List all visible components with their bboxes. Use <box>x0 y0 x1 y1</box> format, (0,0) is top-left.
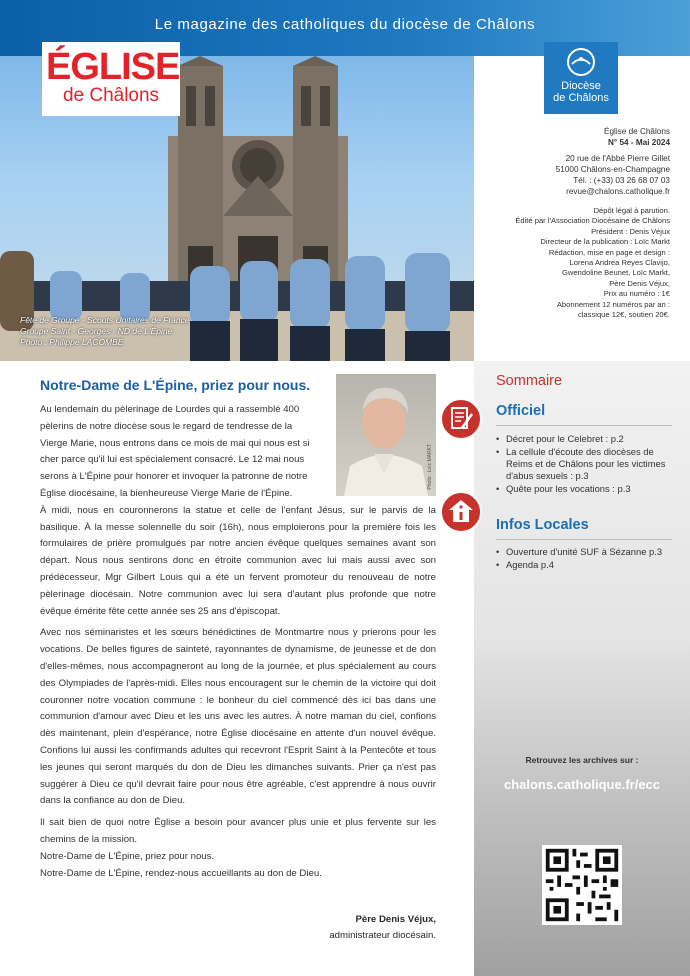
diocese-emblem-icon <box>566 47 596 77</box>
sommaire-title: Sommaire <box>496 373 563 389</box>
intro-line: cher parce qu'il lui est spécialement consacré. Le 12 mai nous <box>40 454 305 466</box>
archives-label: Retrouvez les archives sur : <box>525 755 639 765</box>
intro-line: pèlerins de notre diocèse sous le regard de tendresse de la <box>40 420 293 432</box>
legal-line: Père Denis Véjux, <box>609 278 670 288</box>
article-paragraph-intro <box>40 402 330 503</box>
phone-line: Tél. : (+33) 03 26 68 07 03 <box>573 176 670 185</box>
portrait-illustration <box>336 374 436 496</box>
intro-line: Vierge Marie, nous entrons dans ce mois de mai qui nous est si <box>40 437 310 449</box>
section-title-infos-locales: Infos Locales <box>496 517 589 533</box>
section-divider <box>496 425 672 426</box>
sommaire-item: • Décret pour le Celebret : p.2 <box>496 433 674 445</box>
editorial-article <box>40 372 436 941</box>
legal-line: classique 12€, soutien 20€. <box>577 310 670 320</box>
legal-line: Rédaction, mise en page et design : <box>548 247 670 257</box>
caption-line: Photo : Philippe LACOMBE <box>20 337 124 347</box>
sommaire-item: • Ouverture d'unité SUF à Sézanne p.3 <box>496 546 674 558</box>
legal-line: Prix au numéro : 1€ <box>603 289 670 299</box>
photo-caption <box>20 315 190 348</box>
house-info-icon <box>440 491 482 533</box>
document-pen-icon <box>440 398 482 440</box>
legal-line: Directeur de la publication : Loïc Markt <box>540 237 670 247</box>
signature-name: Père Denis Véjux, <box>355 914 436 925</box>
masthead-info <box>470 126 670 320</box>
diocese-logo <box>544 42 618 114</box>
section-list-officiel <box>496 433 674 496</box>
issue-number: N° 54 - Mai 2024 <box>608 138 670 147</box>
magazine-tagline: Le magazine des catholiques du diocèse de Châlons <box>154 16 536 33</box>
legal-line: Lorena Andrea Reyes Clavijo, <box>569 258 670 268</box>
sommaire-item: • Quête pour les vocations : p.3 <box>496 483 674 495</box>
caption-line: Groupe Saint - Georges - ND de L'Épine <box>20 326 173 336</box>
signature-role: administrateur diocésain. <box>329 930 436 941</box>
eglise-de-chalons-logo <box>42 42 180 116</box>
article-paragraph: À midi, nous en couronnerons la statue et celle de l'enfant Jésus, sur le parvis de la basilique. À la messe solennelle du soir (16h), nous emploierons pour la première fois les formulaires de prière promulgués par notre ancien évêque quelques semaines avant son départ. Nous nous sentirons donc en étroite communion avec lui mais aussi avec son prédécesseur, Mgr Gilbert Louis qui a été un fervent promoteur du renouveau de notre pèlerinage diocésain. Notre communion avec lui sera d'autant plus profonde que notre évêque émérite fête cette année ses 25 ans d'épiscopat. <box>40 504 436 617</box>
logo-line-2: de Châlons <box>62 85 160 106</box>
legal-line: Gwendoline Beunet, Loïc Markt, <box>561 268 670 278</box>
legal-line: Dépôt légal à parution. <box>593 206 670 215</box>
legal-line: Président : Denis Véjux <box>591 226 670 236</box>
sommaire-sidebar <box>474 361 690 976</box>
email-line[interactable]: revue@chalons.catholique.fr <box>566 187 670 196</box>
qr-code-icon[interactable] <box>542 845 622 925</box>
magazine-name: Église de Châlons <box>604 127 670 136</box>
intro-line: Église diocésaine, la bienheureuse Vierge Marie de l'Épine. <box>40 487 293 499</box>
logo-line-1: ÉGLISE <box>46 46 180 88</box>
section-divider <box>496 539 672 540</box>
sommaire-item: • Agenda p.4 <box>496 559 674 571</box>
diocese-logo-line-1: Diocèse <box>561 80 601 92</box>
author-portrait <box>336 374 436 496</box>
address-line: 51000 Châlons-en-Champagne <box>555 165 670 174</box>
article-title: Notre-Dame de L'Épine, priez pour nous. <box>40 377 311 393</box>
address-line: 20 rue de l'Abbé Pierre Gillet <box>565 154 670 163</box>
article-paragraph: Avec nos séminaristes et les sœurs bénédictines de Montmartre nous y prierons pour les vocations. De belles figures de sainteté, rayonnantes de dynamisme, de jeunesse et de don d'elles-mêmes, nous accompagneront au long de la journée, et plus spécialement au cours des Olympiades de l'après-midi. Elles nous encouragent sur le chemin de la victoire qui doit couronner notre vocation commune : le bonheur du ciel commencé dès ici bas dans une communion d'amour avec Dieu et les uns avec les autres. À notre maman du ciel, confions dès maintenant, plein d'espérance, notre Église diocésaine en attente d'un nouvel évêque. Confions lui aussi les confirmands adultes qui recevront l'Esprit Saint à la Pentecôte et tous les jeunes qui seront marqués du don de Dieu les dimanches suivants. Prier ça n'est pas suggérer à Dieu ce qu'il devrait faire pour nous être agréable, c'est apprendre à nous ouvrir dans la confiance au don de Dieu. <box>40 627 436 807</box>
intro-line: Au lendemain du pèlerinage de Lourdes qui a rassemblé 400 <box>40 404 300 415</box>
sommaire-item: • La cellule d'écoute des diocèses de Reims et de Châlons pour les victimes d'abus sexuels : p.3 <box>496 446 674 482</box>
address-block <box>470 153 670 197</box>
masthead <box>474 56 690 361</box>
signature <box>329 912 436 944</box>
section-list-infos-locales <box>496 546 674 572</box>
article-paragraph: Il sait bien de quoi notre Église a besoin pour avancer plus unie et plus fervente sur les chemins de la mission. <box>40 817 436 845</box>
article-prayer-line: Notre-Dame de L'Épine, rendez-nous accueillants au don de Dieu. <box>40 867 322 879</box>
archives-link[interactable]: chalons.catholique.fr/ecc <box>503 777 661 792</box>
legal-line: Abonnement 12 numéros par an : <box>556 299 670 309</box>
article-prayer-line: Notre-Dame de L'Épine, priez pour nous. <box>40 850 215 862</box>
section-title-officiel: Officiel <box>496 403 546 419</box>
diocese-logo-line-2: de Châlons <box>553 92 609 104</box>
legal-block <box>470 206 670 320</box>
legal-line: Édité par l'Association Diocésaine de Châlons <box>515 216 670 226</box>
intro-line: serons à L'Épine pour honorer et invoquer la patronne de notre <box>40 471 308 483</box>
caption-line: Fête de Groupe - Scouts Unitaires de France <box>20 315 190 325</box>
portrait-credit: Photo : Loïc MARKT <box>427 444 433 490</box>
